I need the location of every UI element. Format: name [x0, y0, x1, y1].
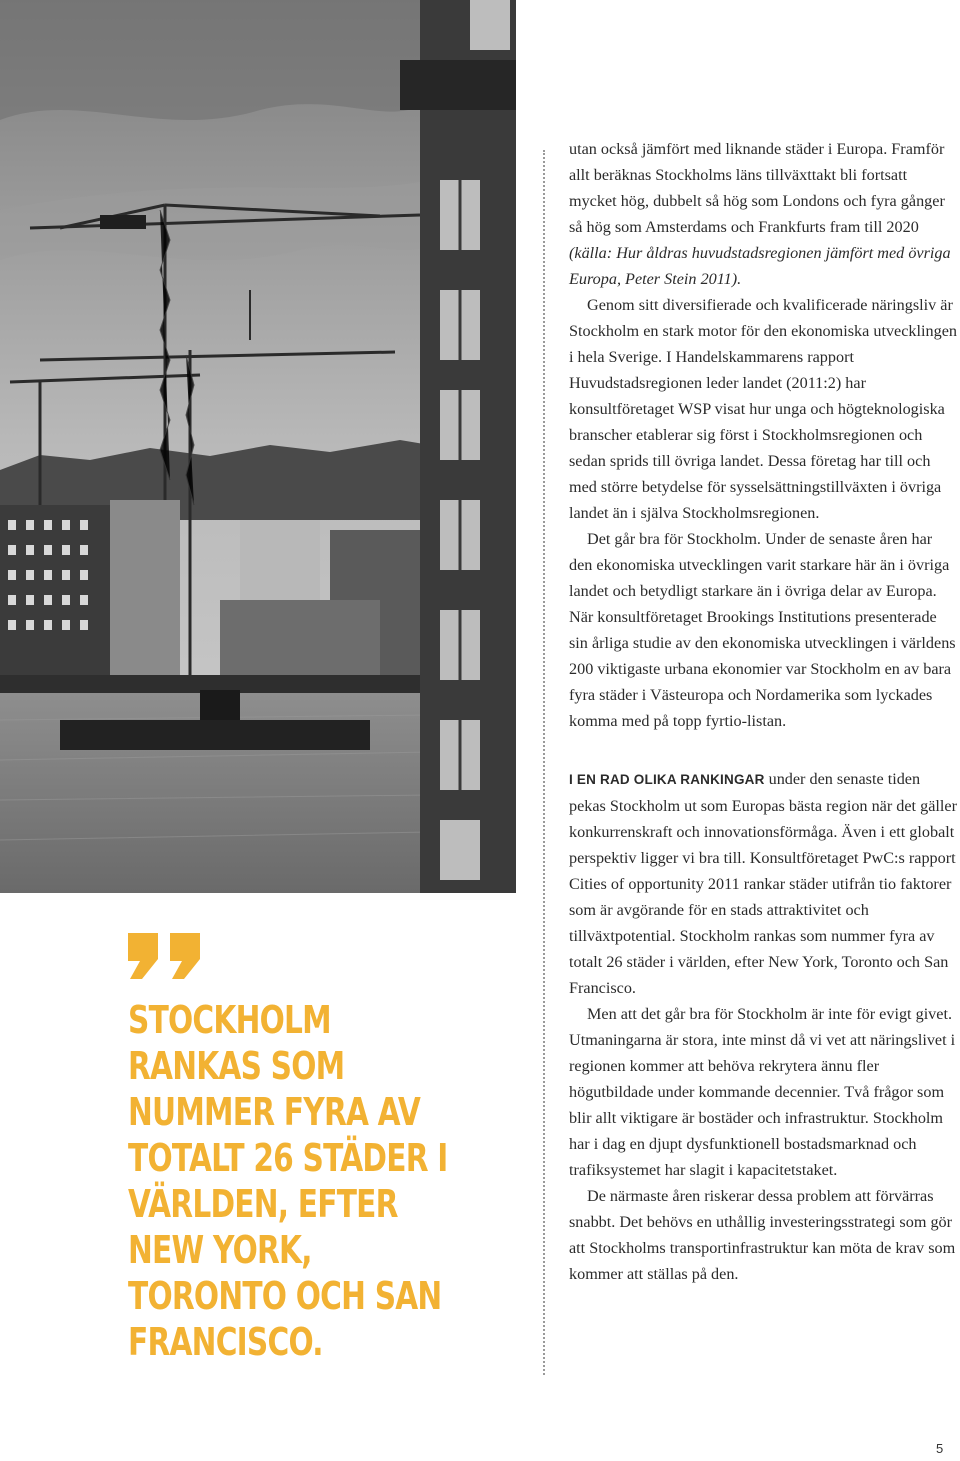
column-divider [543, 150, 545, 1375]
source-citation: (källa: Hur åldras huvudstadsregionen jämfört med övriga Europa, Peter Stein 2011). [569, 244, 951, 288]
paragraph-4 [569, 766, 957, 1001]
closing-quote-icon [128, 933, 204, 979]
pull-quote-text: STOCKHOLM RANKAS SOM NUMMER FYRA AV TOTALT 26 STÄDER I VÄRLDEN, EFTER NEW YORK, TORONTO OCH SAN FRANCISCO. [128, 998, 448, 1364]
pull-quote [128, 933, 468, 1365]
paragraph-6: De närmaste åren riskerar dessa problem att förvärras snabbt. Det behövs en uthållig investeringsstrategi som gör att Stockholms transportinfrastruktur kan möta de krav som kommer att ställas på den. [569, 1187, 956, 1283]
section-spacer [569, 734, 957, 766]
cover-photo [0, 0, 516, 893]
paragraph-3: Det går bra för Stockholm. Under de senaste åren har den ekonomiska utvecklingen varit starkare här än i övriga landet och betydligt starkare än i övriga delar av Europa. När konsultföretaget Brookings Institutions presenterade sin årliga studie av den ekonomiska utvecklingen i världens 200 viktigaste urbana ekonomier var Stockholm en av bara fyra städer i Västeuropa och Nordamerika som lyckades komma med på topp fyrtio-listan. [569, 530, 956, 730]
paragraph-2: Genom sitt diversifierade och kvalificerade näringsliv är Stockholm en stark motor för den ekonomiska utvecklingen i hela Sverige. I Handelskammarens rapport Huvudstadsregionen leder landet (2011:2) har konsultföretaget WSP visat hur unga och högteknologiska branscher etablerar sig först i Stockholmsregionen och sedan sprids till övriga landet. Dessa företag har till och med större betydelse för sysselsättningstillväxten i övriga landet än i själva Stockholmsregionen. [569, 296, 957, 522]
section-kicker: I EN RAD OLIKA RANKINGAR [569, 772, 765, 787]
paragraph-1-text: utan också jämfört med liknande städer i Europa. Framför allt beräknas Stockholms läns tillväxttakt bli fortsatt mycket hög, dubbelt så hög som Londons och fyra gånger så hög som Amsterdams och Frankfurts fram till 2020 [569, 140, 945, 236]
article-column [569, 136, 957, 1287]
paragraph-5: Men att det går bra för Stockholm är inte för evigt givet. Utmaningarna är stora, inte minst då vi vet att näringslivet i regionen kommer att behöva rekrytera ännu fler högutbildade under kommande decennier. Två frågor som blir allt viktigare är bostäder och infrastruktur. Stockholm har i dag en djupt dysfunktionell bostadsmarknad och trafiksystemet har slagit i kapacitetstaket. [569, 1005, 956, 1179]
page-number: 5 [936, 1441, 944, 1456]
paragraph-1 [569, 136, 957, 292]
construction-site-photo [0, 0, 516, 893]
paragraph-4-text: under den senaste tiden pekas Stockholm ut som Europas bästa region när det gäller konkurrenskraft och innovationsförmåga. Även i ett globalt perspektiv ligger vi bra till. Konsultföretaget PwC:s rapport Cities of opportunity 2011 rankar städer utifrån tio faktorer som är avgörande för en stads attraktivitet och tillväxtpotential. Stockholm rankas som nummer fyra av totalt 26 städer i världen, efter New York, Toronto och San Francisco. [569, 770, 957, 997]
